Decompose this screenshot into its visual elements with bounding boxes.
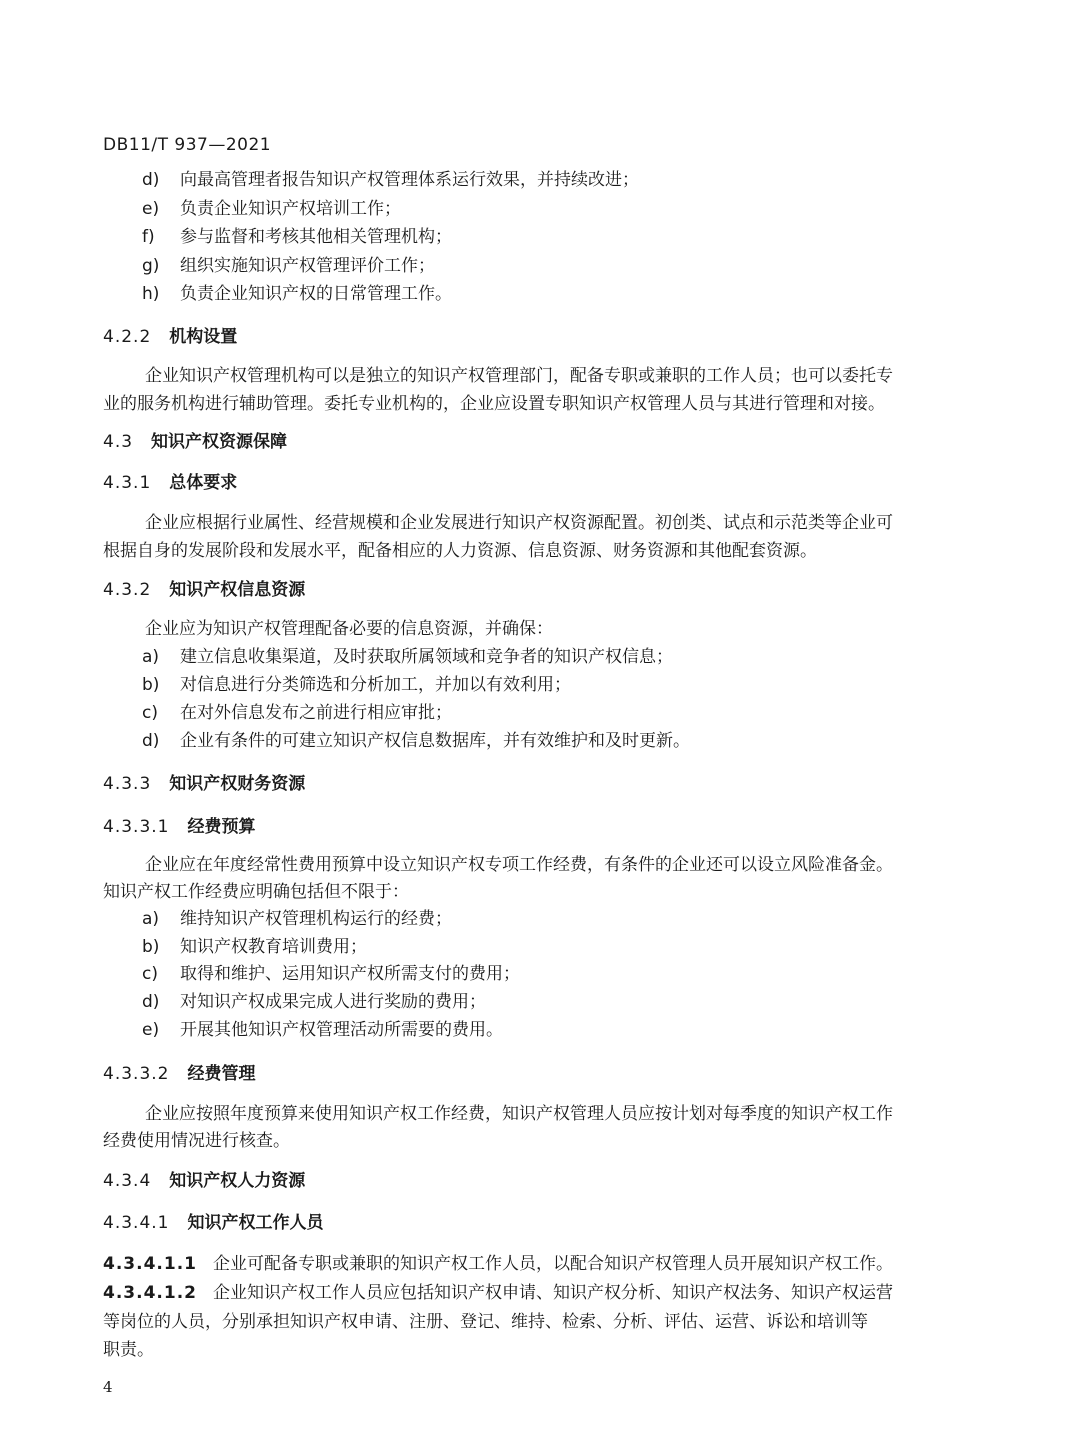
list-item bbox=[142, 229, 452, 246]
section-number: 4.3.3.1 bbox=[103, 817, 170, 837]
section-heading-4-3-4 bbox=[103, 1173, 305, 1190]
list-item bbox=[142, 677, 571, 694]
section-heading-4-3-3-2 bbox=[103, 1066, 255, 1083]
section-title: 总体要求 bbox=[169, 473, 238, 493]
section-heading-4-3-3-1 bbox=[103, 819, 255, 836]
section-number: 4.3.4.1 bbox=[103, 1213, 170, 1233]
list-item-text: 在对外信息发布之前进行相应审批； bbox=[180, 703, 452, 723]
section-title: 知识产权资源保障 bbox=[151, 432, 288, 452]
list-item-text: 负责企业知识产权培训工作； bbox=[180, 199, 401, 219]
section-title: 经费管理 bbox=[187, 1064, 256, 1084]
clause-text: 企业知识产权工作人员应包括知识产权申请、知识产权分析、知识产权法务、知识产权运营 bbox=[212, 1283, 893, 1303]
document-id-header: DB11/T 937—2021 bbox=[103, 135, 272, 155]
list-item-text: 知识产权教育培训费用； bbox=[180, 937, 367, 957]
paragraph bbox=[103, 368, 983, 385]
list-item-label: d) bbox=[142, 170, 160, 190]
paragraph-line: 企业应为知识产权管理配备必要的信息资源，并确保： bbox=[145, 619, 553, 639]
section-heading-4-3-4-1 bbox=[103, 1215, 323, 1232]
paragraph bbox=[103, 1133, 983, 1150]
section-number: 4.2.2 bbox=[103, 327, 152, 347]
list-item bbox=[142, 172, 639, 189]
paragraph bbox=[103, 621, 983, 638]
list-item-label: d) bbox=[142, 992, 160, 1012]
paragraph-line: 经费使用情况进行核查。 bbox=[103, 1131, 290, 1151]
list-item bbox=[142, 994, 486, 1011]
paragraph-line: 知识产权工作经费应明确包括但不限于： bbox=[103, 882, 409, 902]
list-item bbox=[142, 1022, 503, 1039]
list-item-text: 维持知识产权管理机构运行的经费； bbox=[180, 909, 452, 929]
list-item bbox=[142, 705, 452, 722]
section-title: 知识产权工作人员 bbox=[187, 1213, 324, 1233]
paragraph-line: 企业应根据行业属性、经营规模和企业发展进行知识产权资源配置。初创类、试点和示范类等企业可 bbox=[145, 513, 893, 533]
list-item-text: 对知识产权成果完成人进行奖励的费用； bbox=[180, 992, 486, 1012]
list-item bbox=[142, 258, 435, 275]
paragraph bbox=[103, 1314, 983, 1331]
section-number: 4.3.3 bbox=[103, 774, 152, 794]
list-item-text: 组织实施知识产权管理评价工作； bbox=[180, 256, 435, 276]
list-item-label: g) bbox=[142, 256, 160, 276]
paragraph bbox=[103, 884, 983, 901]
list-item bbox=[142, 201, 401, 218]
list-item-label: h) bbox=[142, 284, 160, 304]
paragraph-line: 根据自身的发展阶段和发展水平，配备相应的人力资源、信息资源、财务资源和其他配套资源。 bbox=[103, 541, 817, 561]
list-item-text: 开展其他知识产权管理活动所需要的费用。 bbox=[180, 1020, 503, 1040]
paragraph-line: 等岗位的人员，分别承担知识产权申请、注册、登记、维持、检索、分析、评估、运营、诉讼和培训等 bbox=[103, 1312, 868, 1332]
paragraph-line: 企业应在年度经常性费用预算中设立知识产权专项工作经费，有条件的企业还可以设立风险准备金。 bbox=[145, 855, 893, 875]
section-title: 知识产权财务资源 bbox=[169, 774, 306, 794]
list-item bbox=[142, 966, 520, 983]
section-title: 经费预算 bbox=[187, 817, 256, 837]
section-heading-4-3-1 bbox=[103, 475, 237, 492]
list-item-text: 对信息进行分类筛选和分析加工，并加以有效利用； bbox=[180, 675, 571, 695]
clause-4-3-4-1-2 bbox=[103, 1285, 983, 1302]
paragraph-line: 企业应按照年度预算来使用知识产权工作经费，知识产权管理人员应按计划对每季度的知识产权工作 bbox=[145, 1104, 893, 1124]
section-number: 4.3.3.2 bbox=[103, 1064, 170, 1084]
list-item-label: b) bbox=[142, 937, 160, 957]
section-number: 4.3.4 bbox=[103, 1171, 152, 1191]
list-item-text: 参与监督和考核其他相关管理机构； bbox=[180, 227, 452, 247]
list-item-label: d) bbox=[142, 731, 160, 751]
clause-4-3-4-1-1 bbox=[103, 1256, 983, 1273]
section-number: 4.3.1 bbox=[103, 473, 152, 493]
section-number: 4.3 bbox=[103, 432, 134, 452]
clause-text: 企业可配备专职或兼职的知识产权工作人员，以配合知识产权管理人员开展知识产权工作。 bbox=[212, 1254, 893, 1274]
paragraph-line: 业的服务机构进行辅助管理。委托专业机构的，企业应设置专职知识产权管理人员与其进行管理和对接。 bbox=[103, 394, 885, 414]
list-item-label: e) bbox=[142, 1020, 160, 1040]
list-item-label: c) bbox=[142, 703, 158, 723]
list-item bbox=[142, 733, 690, 750]
list-item bbox=[142, 649, 673, 666]
section-heading-4-2-2 bbox=[103, 329, 237, 346]
list-item-label: c) bbox=[142, 964, 158, 984]
paragraph bbox=[103, 857, 983, 874]
section-heading-4-3-3 bbox=[103, 776, 305, 793]
section-title: 知识产权人力资源 bbox=[169, 1171, 306, 1191]
list-item-text: 取得和维护、运用知识产权所需支付的费用； bbox=[180, 964, 520, 984]
paragraph-line: 职责。 bbox=[103, 1340, 154, 1360]
list-item-label: f) bbox=[142, 227, 155, 247]
clause-number: 4.3.4.1.2 bbox=[103, 1283, 197, 1303]
paragraph bbox=[103, 1342, 983, 1359]
paragraph bbox=[103, 515, 983, 532]
list-item-text: 建立信息收集渠道，及时获取所属领域和竞争者的知识产权信息； bbox=[180, 647, 673, 667]
list-item-text: 负责企业知识产权的日常管理工作。 bbox=[180, 284, 452, 304]
list-item bbox=[142, 939, 367, 956]
list-item-label: a) bbox=[142, 647, 160, 667]
page-number: 4 bbox=[103, 1378, 113, 1396]
section-heading-4-3-2 bbox=[103, 582, 305, 599]
paragraph bbox=[103, 1106, 983, 1123]
list-item-label: b) bbox=[142, 675, 160, 695]
clause-number: 4.3.4.1.1 bbox=[103, 1254, 197, 1274]
list-item bbox=[142, 911, 452, 928]
section-heading-4-3 bbox=[103, 434, 287, 451]
list-item-text: 向最高管理者报告知识产权管理体系运行效果，并持续改进； bbox=[180, 170, 639, 190]
list-item-label: a) bbox=[142, 909, 160, 929]
section-title: 知识产权信息资源 bbox=[169, 580, 306, 600]
list-item-label: e) bbox=[142, 199, 160, 219]
paragraph bbox=[103, 396, 983, 413]
paragraph-line: 企业知识产权管理机构可以是独立的知识产权管理部门，配备专职或兼职的工作人员；也可以委托专 bbox=[145, 366, 893, 386]
paragraph bbox=[103, 543, 983, 560]
section-number: 4.3.2 bbox=[103, 580, 152, 600]
list-item bbox=[142, 286, 452, 303]
list-item-text: 企业有条件的可建立知识产权信息数据库，并有效维护和及时更新。 bbox=[180, 731, 690, 751]
section-title: 机构设置 bbox=[169, 327, 238, 347]
